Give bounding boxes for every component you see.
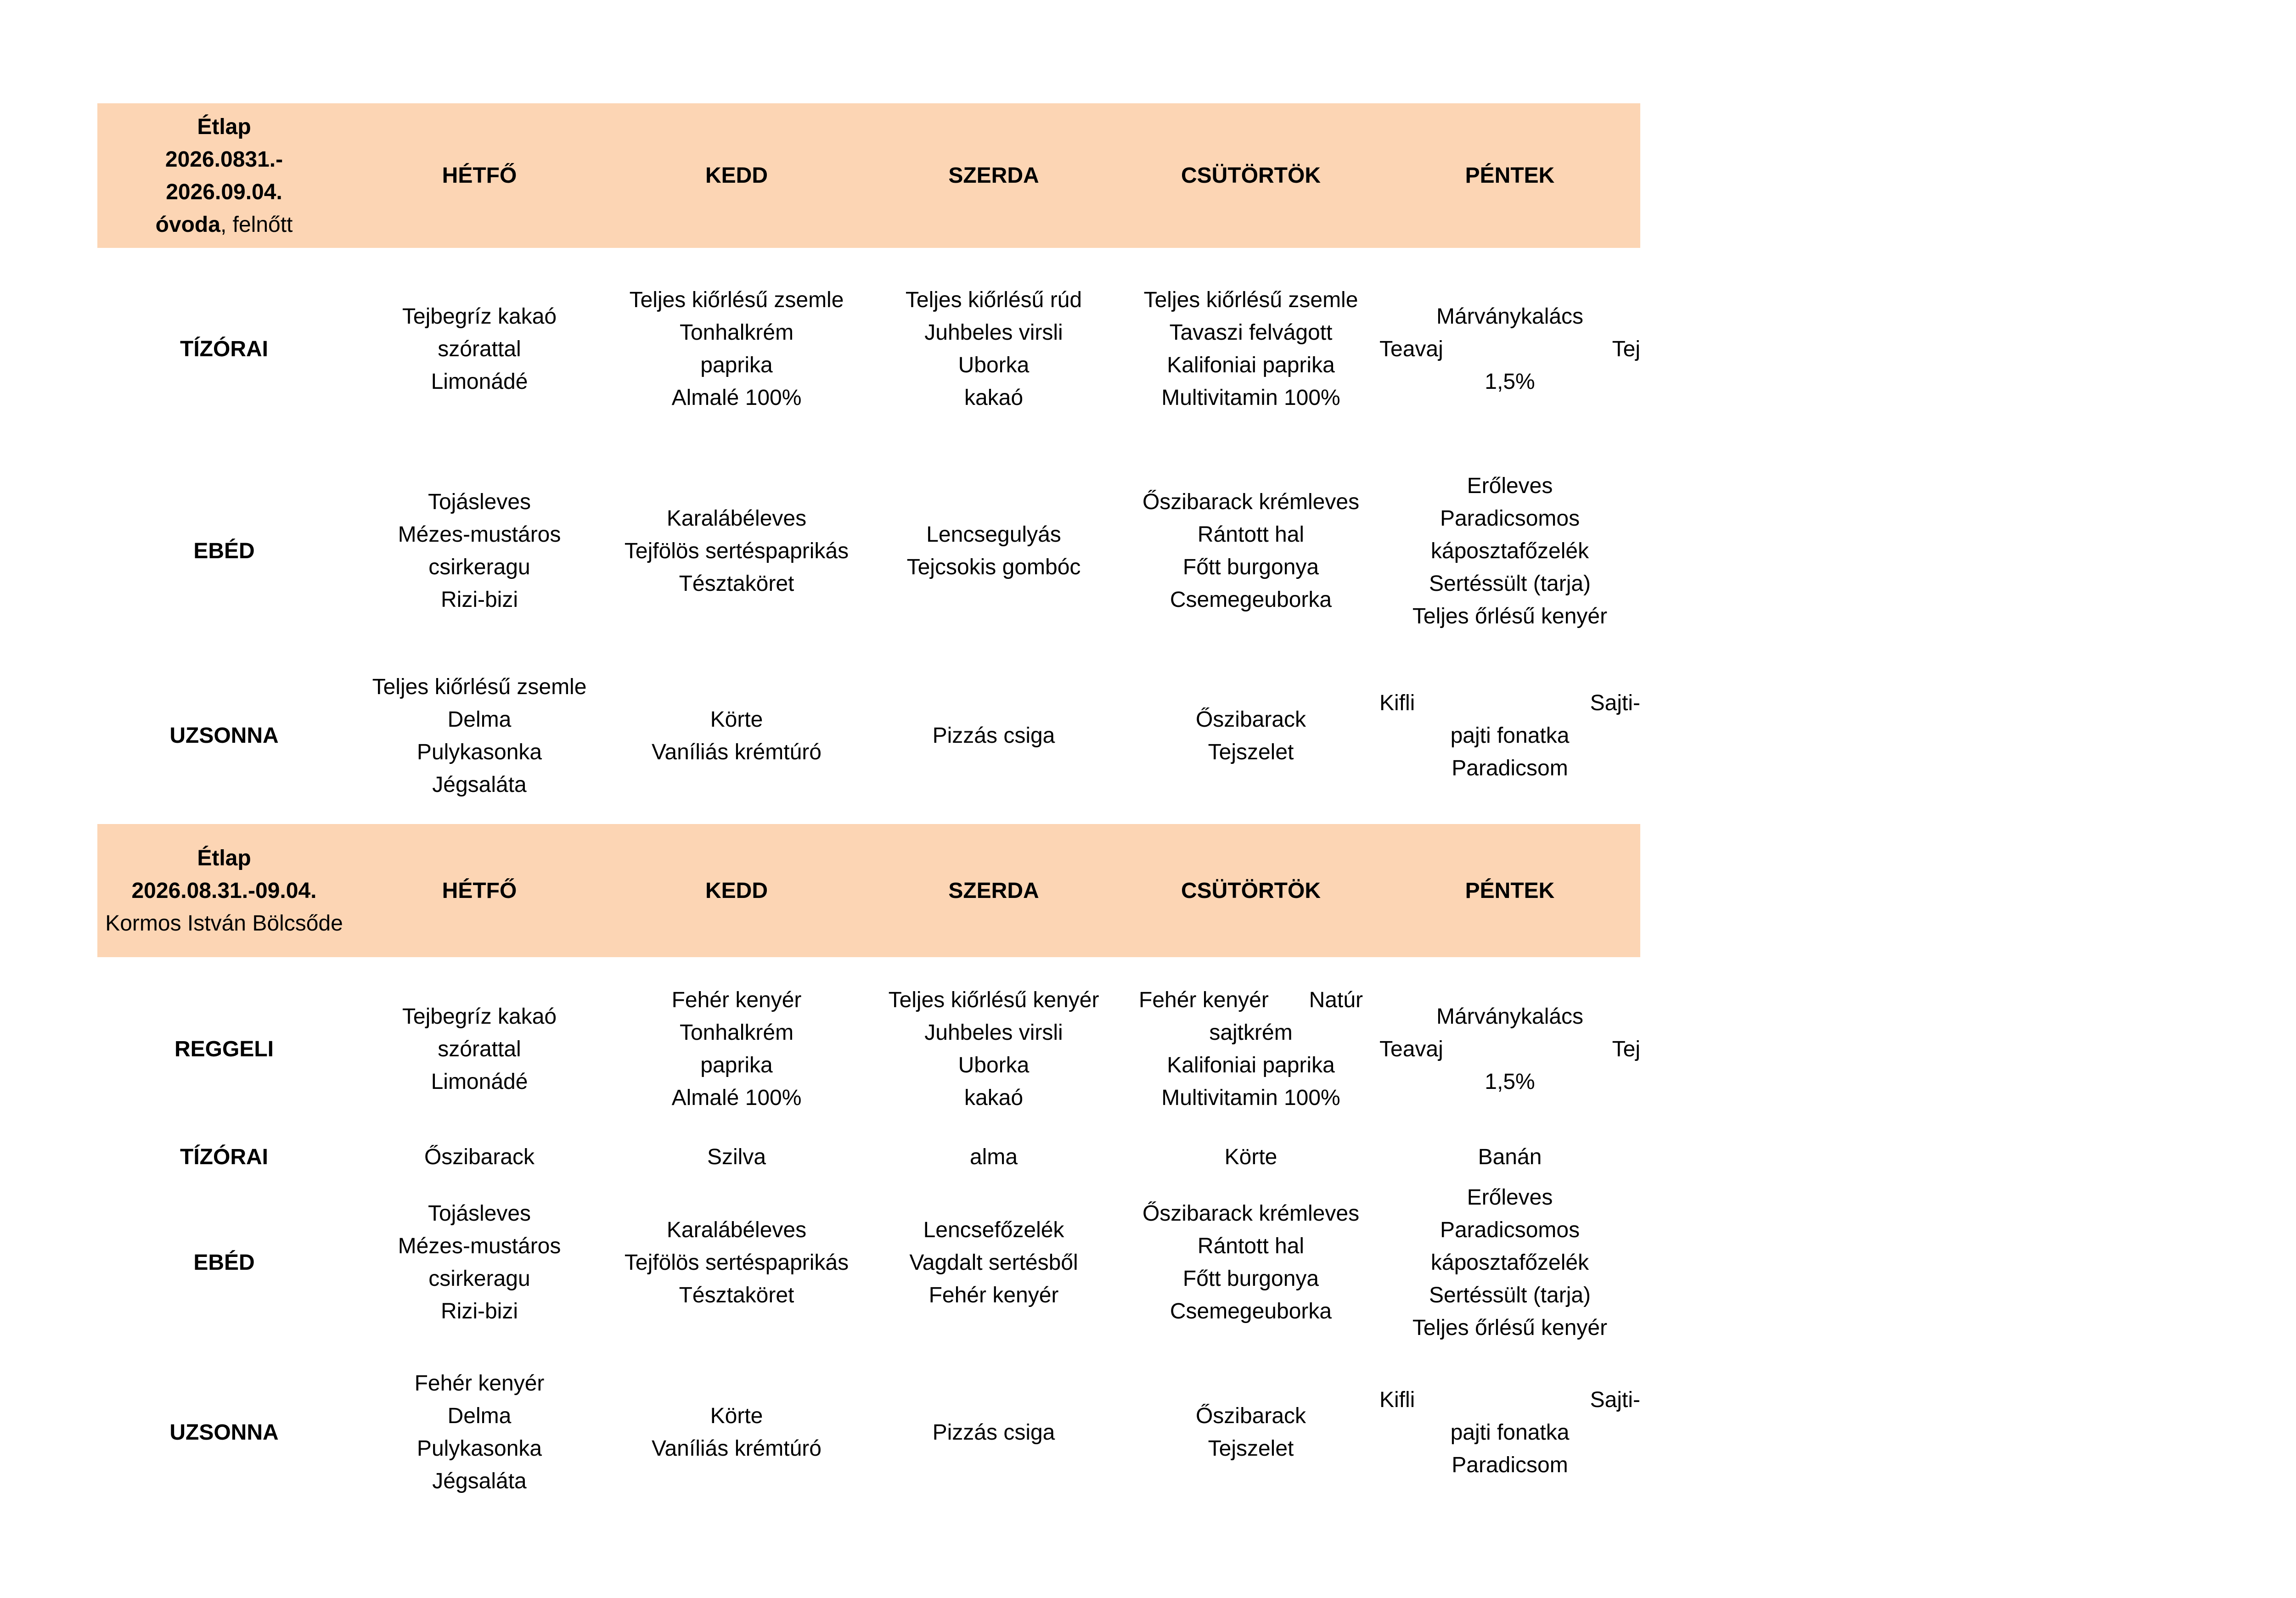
menu-item-text: Sajti- <box>1590 1387 1640 1412</box>
menu-item-text: , felnőtt <box>220 212 293 237</box>
menu-item-text: csirkeragu <box>428 1267 530 1291</box>
menu-item-text: 2026.09.04. <box>166 179 282 204</box>
menu-item-text: Tejfölös sertéspaprikás <box>624 538 849 563</box>
menu2-ebed-tuesday <box>608 1177 865 1347</box>
menu-item-text <box>1122 984 1379 1016</box>
menu-item-text: Uborka <box>958 1053 1030 1077</box>
menu-item-text <box>1379 333 1640 365</box>
menu-item-text: Almalé 100% <box>671 1086 802 1110</box>
menu-item-text: Almalé 100% <box>671 386 802 410</box>
menu2-tizorai-tuesday: Szilva <box>707 1144 766 1169</box>
menu-item-text: Sertéssült (tarja) <box>1429 571 1591 596</box>
menu-item-text: 1,5% <box>1485 1069 1535 1094</box>
menu2-reggeli-monday <box>351 971 608 1127</box>
menu-item-text: Mézes-mustáros <box>398 522 561 547</box>
menu-item-text: Márványkalács <box>1436 1004 1584 1029</box>
menu-item-text: Tonhalkrém <box>679 1020 794 1045</box>
menu-item-text: Jégsaláta <box>432 772 527 797</box>
menu1-tizorai-tuesday <box>608 271 865 427</box>
menu2-tizorai-friday: Banán <box>1478 1144 1542 1169</box>
menu-item-text: Teljes kiőrlésű rúd <box>905 288 1082 312</box>
menu-item-text: Csemegeuborka <box>1170 588 1332 612</box>
menu-item-text: Juhbeles virsli <box>924 1020 1063 1045</box>
menu-item-text: Tonhalkrém <box>679 320 794 345</box>
menu2-reggeli-friday <box>1379 971 1640 1127</box>
menu-item-text: Juhbeles virsli <box>924 320 1063 345</box>
menu-item-text: Rizi-bizi <box>441 588 518 612</box>
menu-item-text: paprika <box>700 353 773 377</box>
menu2-uzsonna-monday <box>351 1357 608 1508</box>
menu-item-text: Rántott hal <box>1197 522 1305 547</box>
menu2-day-friday: PÉNTEK <box>1465 878 1555 903</box>
menu-item-text: Teljes kiőrlésű kenyér <box>888 988 1099 1012</box>
menu-item-text: Tejfölös sertéspaprikás <box>624 1250 849 1275</box>
menu-item-text: Tejcsokis gombóc <box>906 555 1081 579</box>
menu-item-text: Fehér kenyér <box>671 988 802 1012</box>
menu2-reggeli-wednesday <box>865 971 1122 1127</box>
menu-item-text: 1,5% <box>1485 369 1535 394</box>
menu-item-text: Teavaj <box>1379 1037 1443 1061</box>
menu2-tizorai-wednesday: alma <box>969 1144 1018 1169</box>
menu1-day-friday: PÉNTEK <box>1465 163 1555 188</box>
menu1-ebed-thursday <box>1122 459 1379 643</box>
menu1-row-label-uzsonna: UZSONNA <box>169 723 279 748</box>
menu1-row-label-ebed: EBÉD <box>193 538 255 563</box>
menu1-uzsonna-monday <box>351 661 608 810</box>
menu-item-text: Teljes kiőrlésű zsemle <box>372 674 587 699</box>
menu-item-text: Vagdalt sertésből <box>909 1250 1078 1275</box>
menu-item-text: Körte <box>710 1404 763 1428</box>
menu-item-text: káposztafőzelék <box>1430 538 1589 563</box>
menu-item-text: 2026.08.31.-09.04. <box>131 878 317 903</box>
menu1-day-tuesday: KEDD <box>705 163 768 188</box>
menu1-uzsonna-wednesday <box>865 661 1122 810</box>
menu-item-text: Delma <box>447 707 512 732</box>
menu-item-text: 2026.0831.- <box>165 147 283 172</box>
menu1-tizorai-friday <box>1379 271 1640 427</box>
menu-item-text: Jégsaláta <box>432 1469 527 1493</box>
menu-item-text: Tésztaköret <box>679 1283 794 1307</box>
menu-item-text: pajti fonatka <box>1450 1420 1570 1445</box>
menu-item-text: Kalifoniai paprika <box>1167 1053 1335 1077</box>
menu-item-text: szórattal <box>438 1037 521 1061</box>
menu-item-text: pajti fonatka <box>1450 723 1570 748</box>
menu-item-text: Paradicsomos <box>1440 1217 1580 1242</box>
menu-item-text: Körte <box>710 707 763 732</box>
menu-item-text: Karalábéleves <box>666 1217 807 1242</box>
menu1-ebed-wednesday <box>865 459 1122 643</box>
menu-item-text: Őszibarack krémleves <box>1142 490 1360 514</box>
menu-item-text: káposztafőzelék <box>1430 1250 1589 1275</box>
menu1-uzsonna-tuesday <box>608 661 865 810</box>
menu2-ebed-thursday <box>1122 1177 1379 1347</box>
menu1-tizorai-monday <box>351 271 608 427</box>
menu-item-text: Delma <box>447 1404 512 1428</box>
menu2-row-label-uzsonna: UZSONNA <box>169 1420 279 1445</box>
menu-item-text: Teljes őrlésű kenyér <box>1412 604 1608 628</box>
menu-item-text: Pulykasonka <box>416 1436 542 1461</box>
menu-item-text: Tejszelet <box>1208 740 1294 764</box>
menu1-tizorai-thursday <box>1122 271 1379 427</box>
menu-item-text: Fehér kenyér <box>414 1371 545 1396</box>
menu-item-text: Étlap <box>197 846 251 870</box>
menu1-corner-title <box>97 103 351 248</box>
menu-item-text: Étlap <box>197 114 251 139</box>
menu-item-text: Tojásleves <box>428 1201 531 1226</box>
menu-item-text: kakaó <box>964 386 1024 410</box>
menu2-day-monday: HÉTFŐ <box>442 878 517 903</box>
menu-item-text: Teljes kiőrlésű zsemle <box>629 288 844 312</box>
menu-item-text: kakaó <box>964 1086 1024 1110</box>
menu-item-text: Főtt burgonya <box>1182 1267 1319 1291</box>
menu-item-text: Mézes-mustáros <box>398 1234 561 1258</box>
menu-item-text: Lencsegulyás <box>926 522 1061 547</box>
menu2-corner-title <box>97 824 351 957</box>
menu1-day-wednesday: SZERDA <box>948 163 1039 188</box>
menu-item-text: Főtt burgonya <box>1182 555 1319 579</box>
menu-item-text: Tejbegríz kakaó <box>402 304 557 329</box>
menu-item-text: Teljes őrlésű kenyér <box>1412 1315 1608 1340</box>
menu1-uzsonna-friday <box>1379 661 1640 810</box>
menu-item-text: Erőleves <box>1467 473 1553 498</box>
menu-item-text: Multivitamin 100% <box>1161 1086 1340 1110</box>
menu2-day-thursday: CSÜTÖRTÖK <box>1181 878 1321 903</box>
menu-item-text: Fehér kenyér <box>1139 988 1269 1012</box>
menu2-reggeli-tuesday <box>608 971 865 1127</box>
menu2-row-label-tizorai: TÍZÓRAI <box>180 1144 268 1169</box>
menu-item-text: Paradicsomos <box>1440 506 1580 531</box>
menu-item-text: Erőleves <box>1467 1185 1553 1210</box>
menu1-ebed-monday <box>351 459 608 643</box>
menu-item-text <box>1379 1384 1640 1416</box>
menu-item-text: Limonádé <box>431 1069 528 1094</box>
menu-item-text: szórattal <box>438 336 521 361</box>
menu2-uzsonna-thursday <box>1122 1357 1379 1508</box>
menu-item-text <box>1379 687 1640 719</box>
menu-item-text: Tavaszi felvágott <box>1169 320 1333 345</box>
menu-item-text: Vaníliás krémtúró <box>652 740 822 764</box>
menu-item-text: Őszibarack <box>1195 707 1306 732</box>
menu-item-text: Márványkalács <box>1436 304 1584 329</box>
menu2-ebed-monday <box>351 1177 608 1347</box>
menu2-row-label-reggeli: REGGELI <box>174 1037 274 1061</box>
menu-item-text: Tejszelet <box>1208 1436 1294 1461</box>
menu1-ebed-tuesday <box>608 459 865 643</box>
menu-item-text: Teljes kiőrlésű zsemle <box>1143 288 1358 312</box>
menu-item-text: Uborka <box>958 353 1030 377</box>
menu-item-text: Teavaj <box>1379 336 1443 361</box>
menu-item-text: Karalábéleves <box>666 506 807 531</box>
menu-item-text: csirkeragu <box>428 555 530 579</box>
menu-item-text: Tésztaköret <box>679 571 794 596</box>
menu-item-text: Tej <box>1612 1037 1640 1061</box>
menu-item-text: Pizzás csiga <box>932 1420 1055 1445</box>
menu2-tizorai-monday: Őszibarack <box>424 1144 535 1169</box>
menu-item-text: Tej <box>1612 336 1640 361</box>
menu2-uzsonna-tuesday <box>608 1357 865 1508</box>
menu-item-text: Natúr <box>1309 988 1363 1012</box>
menu-item-text: Kifli <box>1379 1387 1415 1412</box>
menu2-reggeli-thursday <box>1122 971 1379 1127</box>
menu1-uzsonna-thursday <box>1122 661 1379 810</box>
menu-item-text: Pulykasonka <box>416 740 542 764</box>
menu1-day-thursday: CSÜTÖRTÖK <box>1181 163 1321 188</box>
menu-item-text: Paradicsom <box>1452 756 1568 780</box>
menu1-row-label-tizorai: TÍZÓRAI <box>180 336 268 361</box>
menu-item-text: sajtkrém <box>1209 1020 1293 1045</box>
menu-item-text: óvoda, felnőtt <box>155 212 293 237</box>
menu-item-text: Kifli <box>1379 691 1415 715</box>
menu-item-text <box>1379 1033 1640 1065</box>
menu-item-text: Kalifoniai paprika <box>1167 353 1335 377</box>
menu-item-text: Sertéssült (tarja) <box>1429 1283 1591 1307</box>
menu-item-text: Tojásleves <box>428 490 531 514</box>
menu-item-text: Őszibarack <box>1195 1404 1306 1428</box>
menu2-day-wednesday: SZERDA <box>948 878 1039 903</box>
menu-item-text: Sajti- <box>1590 691 1640 715</box>
menu2-tizorai-thursday: Körte <box>1224 1144 1277 1169</box>
menu2-ebed-wednesday <box>865 1177 1122 1347</box>
menu-item-text: Rántott hal <box>1197 1234 1305 1258</box>
menu-item-text: Fehér kenyér <box>929 1283 1059 1307</box>
menu-item-text: paprika <box>700 1053 773 1077</box>
menu-item-text: Paradicsom <box>1452 1452 1568 1477</box>
menu-item-text: Őszibarack krémleves <box>1142 1201 1360 1226</box>
menu-item-text: Rizi-bizi <box>441 1299 518 1323</box>
menu1-day-monday: HÉTFŐ <box>442 163 517 188</box>
menu-item-text: Csemegeuborka <box>1170 1299 1332 1323</box>
menu2-day-tuesday: KEDD <box>705 878 768 903</box>
menu-item-text: Multivitamin 100% <box>1161 386 1340 410</box>
menu2-ebed-friday <box>1379 1177 1640 1347</box>
menu1-tizorai-wednesday <box>865 271 1122 427</box>
menu-item-text: Vaníliás krémtúró <box>652 1436 822 1461</box>
menu-item-text: Tejbegríz kakaó <box>402 1004 557 1029</box>
menu2-uzsonna-friday <box>1379 1357 1640 1508</box>
menu2-row-label-ebed: EBÉD <box>193 1250 255 1275</box>
menu-item-text: Lencsefőzelék <box>923 1217 1064 1242</box>
menu1-ebed-friday <box>1379 459 1640 643</box>
menu-item-text: Limonádé <box>431 369 528 394</box>
menu-item-text: Kormos István Bölcsőde <box>105 911 343 936</box>
menu2-uzsonna-wednesday <box>865 1357 1122 1508</box>
menu-item-text: Pizzás csiga <box>932 723 1055 748</box>
